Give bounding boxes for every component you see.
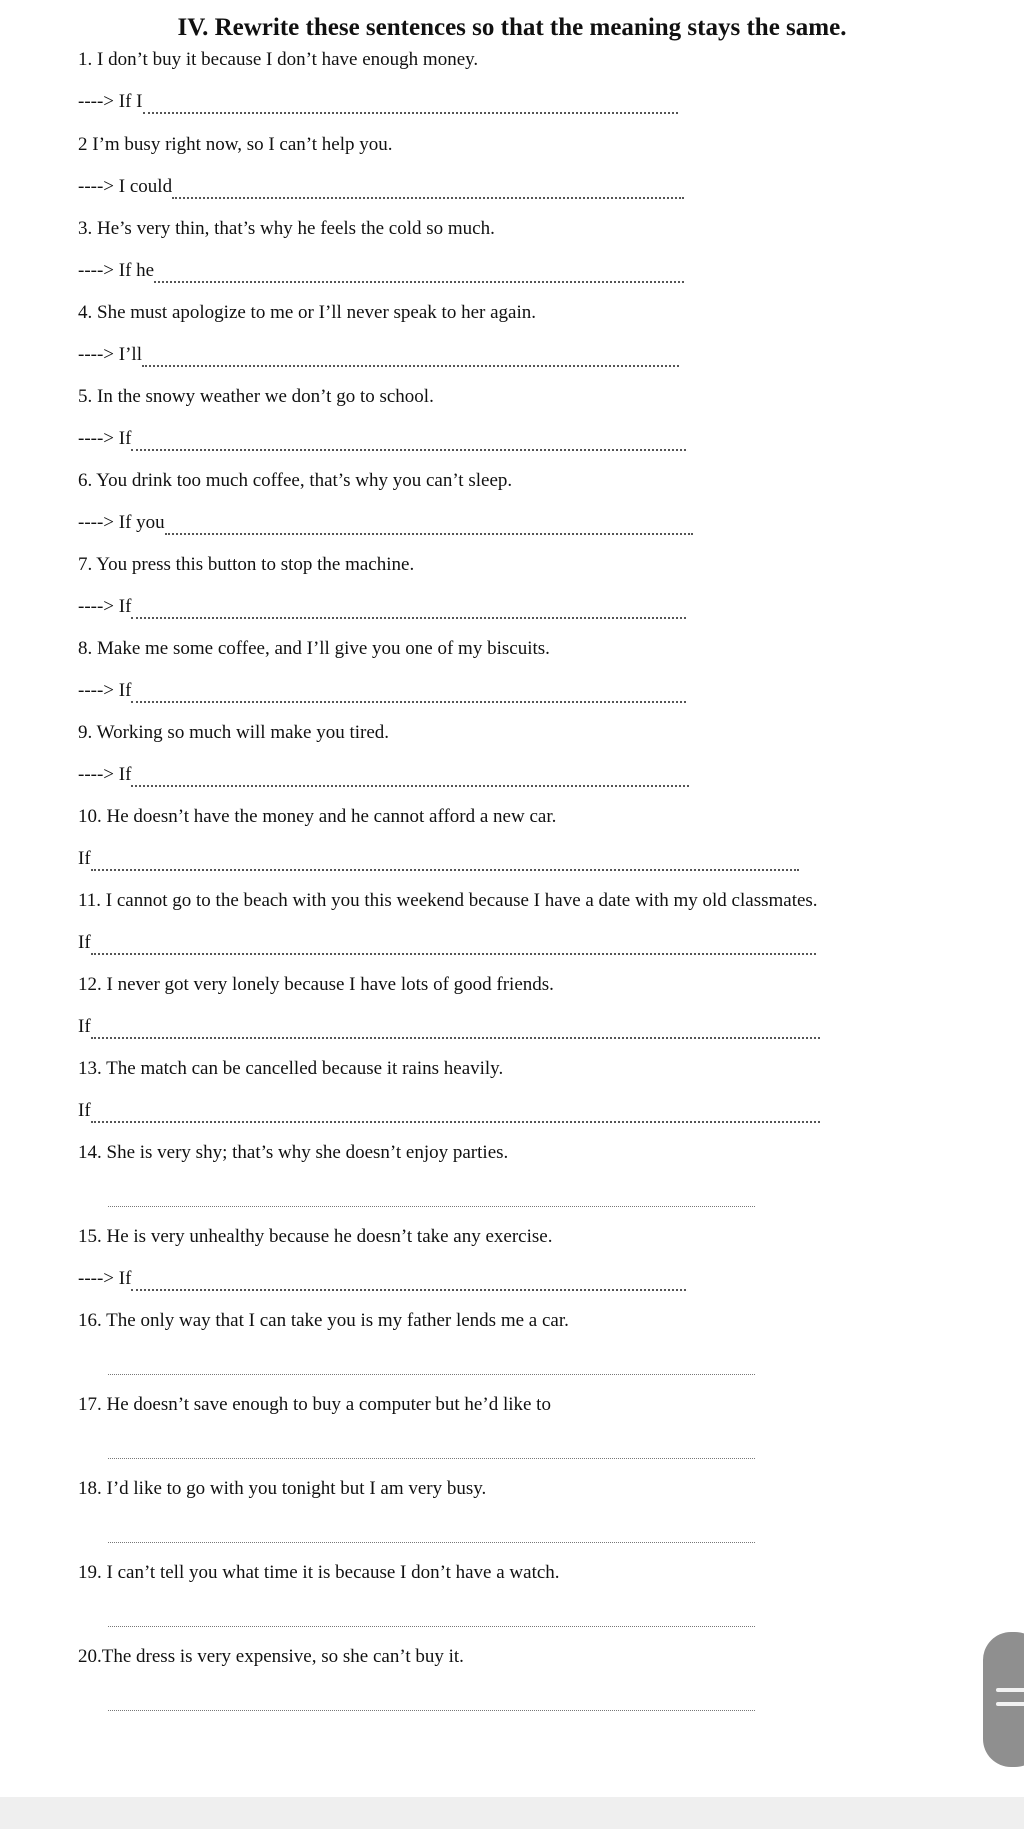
answer-prefix: ----> If I (78, 91, 143, 112)
answer-blank[interactable] (165, 513, 693, 535)
worksheet-title: IV. Rewrite these sentences so that the meaning stays the same. (177, 14, 847, 41)
answer-blank[interactable] (108, 1522, 755, 1543)
question-text: 6. You drink too much coffee, that’s why you can’t sleep. (78, 470, 513, 491)
answer-line[interactable] (78, 1099, 820, 1123)
exercise-item-15 (78, 1225, 978, 1289)
answer-prefix: ----> If he (78, 260, 155, 281)
question-text: 2 I’m busy right now, so I can’t help you. (78, 134, 393, 155)
answer-line[interactable] (78, 847, 799, 871)
answer-prefix: ----> If you (78, 512, 165, 533)
question-text: 10. He doesn’t have the money and he cannot afford a new car. (78, 806, 557, 827)
exercise-item-2 (78, 133, 978, 197)
exercise-item-13 (78, 1057, 978, 1121)
exercise-item-4 (78, 301, 978, 365)
answer-line[interactable] (108, 1435, 755, 1459)
question-text: 14. She is very shy; that’s why she doesn’t enjoy parties. (78, 1142, 509, 1163)
answer-line[interactable] (78, 1015, 820, 1039)
exercise-item-14 (78, 1141, 978, 1165)
question-text: 3. He’s very thin, that’s why he feels the cold so much. (78, 218, 495, 239)
exercise-item-16 (78, 1309, 978, 1333)
answer-prefix: ----> If (78, 1268, 132, 1289)
question-text: 18. I’d like to go with you tonight but I am very busy. (78, 1478, 487, 1499)
bottom-bar (0, 1797, 1024, 1829)
answer-prefix: If (78, 1016, 91, 1037)
answer-line[interactable] (78, 763, 689, 787)
exercise-item-3 (78, 217, 978, 281)
exercise-item-1 (78, 48, 978, 112)
answer-blank[interactable] (172, 177, 684, 199)
answer-prefix: ----> If (78, 428, 132, 449)
exercise-item-12 (78, 973, 978, 1037)
answer-prefix: ----> I could (78, 176, 173, 197)
answer-blank[interactable] (154, 261, 684, 283)
answer-prefix: If (78, 1100, 91, 1121)
answer-line[interactable] (78, 259, 684, 283)
answer-line[interactable] (108, 1183, 755, 1207)
answer-line[interactable] (78, 343, 679, 367)
answer-blank[interactable] (131, 765, 689, 787)
answer-blank[interactable] (91, 1017, 820, 1039)
exercise-item-10 (78, 805, 978, 869)
exercise-item-20 (78, 1645, 978, 1669)
exercise-item-9 (78, 721, 978, 785)
grip-line-icon (996, 1688, 1024, 1692)
question-text: 11. I cannot go to the beach with you this weekend because I have a date with my old classmates. (78, 890, 818, 911)
answer-line[interactable] (78, 511, 693, 535)
question-text: 20.The dress is very expensive, so she can’t buy it. (78, 1646, 464, 1667)
question-text: 19. I can’t tell you what time it is because I don’t have a watch. (78, 1562, 560, 1583)
question-text: 8. Make me some coffee, and I’ll give you one of my biscuits. (78, 638, 550, 659)
question-text: 15. He is very unhealthy because he doesn’t take any exercise. (78, 1226, 553, 1247)
answer-line[interactable] (78, 931, 816, 955)
exercise-item-8 (78, 637, 978, 701)
question-text: 7. You press this button to stop the machine. (78, 554, 415, 575)
answer-prefix: ----> I’ll (78, 344, 142, 365)
grip-line-icon (996, 1702, 1024, 1706)
question-text: 17. He doesn’t save enough to buy a computer but he’d like to (78, 1394, 551, 1415)
answer-line[interactable] (78, 175, 684, 199)
exercise-item-6 (78, 469, 978, 533)
exercise-item-11 (78, 889, 978, 953)
exercise-item-5 (78, 385, 978, 449)
answer-blank[interactable] (108, 1186, 755, 1207)
answer-line[interactable] (78, 679, 686, 703)
answer-blank[interactable] (108, 1690, 755, 1711)
question-text: 5. In the snowy weather we don’t go to school. (78, 386, 434, 407)
answer-line[interactable] (78, 1267, 686, 1291)
answer-prefix: ----> If (78, 680, 132, 701)
answer-blank[interactable] (142, 345, 679, 367)
exercise-item-7 (78, 553, 978, 617)
question-text: 13. The match can be cancelled because it rains heavily. (78, 1058, 504, 1079)
answer-blank[interactable] (108, 1606, 755, 1627)
answer-line[interactable] (108, 1603, 755, 1627)
answer-line[interactable] (78, 595, 686, 619)
answer-blank[interactable] (108, 1438, 755, 1459)
scroll-handle[interactable] (983, 1632, 1024, 1767)
question-text: 9. Working so much will make you tired. (78, 722, 390, 743)
answer-blank[interactable] (91, 849, 799, 871)
answer-blank[interactable] (131, 429, 686, 451)
exercise-item-18 (78, 1477, 978, 1501)
question-text: 1. I don’t buy it because I don’t have enough money. (78, 49, 479, 70)
answer-line[interactable] (78, 90, 678, 114)
answer-line[interactable] (108, 1687, 755, 1711)
answer-line[interactable] (108, 1519, 755, 1543)
answer-blank[interactable] (91, 933, 816, 955)
answer-prefix: ----> If (78, 596, 132, 617)
question-text: 4. She must apologize to me or I’ll never speak to her again. (78, 302, 536, 323)
answer-blank[interactable] (108, 1354, 755, 1375)
question-text: 16. The only way that I can take you is my father lends me a car. (78, 1310, 569, 1331)
answer-line[interactable] (108, 1351, 755, 1375)
exercise-item-17 (78, 1393, 978, 1417)
answer-blank[interactable] (143, 92, 678, 114)
question-text: 12. I never got very lonely because I have lots of good friends. (78, 974, 554, 995)
answer-prefix: If (78, 848, 91, 869)
answer-line[interactable] (78, 427, 686, 451)
answer-prefix: ----> If (78, 764, 132, 785)
answer-blank[interactable] (91, 1101, 820, 1123)
answer-blank[interactable] (131, 1269, 686, 1291)
exercise-item-19 (78, 1561, 978, 1585)
answer-blank[interactable] (131, 597, 686, 619)
answer-prefix: If (78, 932, 91, 953)
answer-blank[interactable] (131, 681, 686, 703)
